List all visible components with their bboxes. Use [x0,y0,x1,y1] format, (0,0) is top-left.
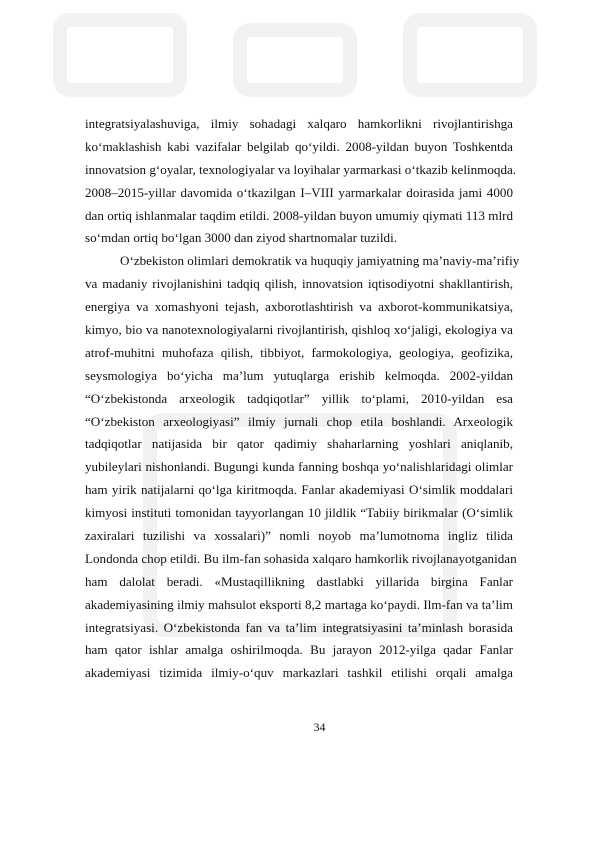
text-line: ham dalolat beradi. «Mustaqillikning dastlabki yillarida birgina Fanlar [85,573,513,589]
text-line: energiya va xomashyoni tejash, axborotlashtirish va axborot-kommunikatsiya, [85,299,513,315]
text-line: “O‘zbekiston arxeologiyasi” ilmiy jurnali chop etila boshlandi. Arxeologik [85,413,513,429]
text-line: ham yirik natijalarni qo‘lga kiritmoqda. Fanlar akademiyasi O‘simlik moddalari [85,482,513,498]
text-line: akademiyasining ilmiy mahsulot eksporti 8,2 martaga ko‘paydi. Ilm-fan va ta’lim [85,596,513,612]
text-line: dan ortiq ishlanmalar taqdim etildi. 2008-yildan buyon umumiy qiymati 113 mlrd [85,207,513,223]
text-line: O‘zbekiston olimlari demokratik va huquqiy jamiyatning ma’naviy-ma’rifiy [120,253,520,269]
text-line: kimyosi instituti tomonidan tayyorlangan 10 jildlik “Tabiiy birikmalar (O‘simlik [85,505,513,521]
text-line: yubileylari nishonlandi. Bugungi kunda fanning boshqa yo‘nalishlaridagi olimlar [85,459,513,475]
text-line: akademiyasi tizimida ilmiy-o‘quv markazlari tashkil etilishi orqali amalga [85,665,513,681]
body-text [85,113,520,685]
text-line: va madaniy rivojlanishini tadqiq qilish, innovatsion iqtisodiyotni shakllantirish, [85,276,513,292]
page-number: 34 [313,720,326,734]
text-line: 2008–2015-yillar davomida o‘tkazilgan I–VIII yarmarkalar doirasida jami 4000 [85,184,513,200]
text-line: Londonda chop etildi. Bu ilm-fan sohasida xalqaro hamkorlik rivojlanayotganidan [85,550,517,566]
text-line: integratsiyasi. O‘zbekistonda fan va ta’lim integratsiyasini ta’minlash borasida [85,619,513,635]
text-line: tadqiqotlar natijasida bir qator qadimiy shaharlarning yoshlari aniqlanib, [85,436,513,452]
text-line: so‘mdan ortiq bo‘lgan 3000 dan ziyod shartnomalar tuzildi. [85,230,397,246]
text-line: integratsiyalashuviga, ilmiy sohadagi xalqaro hamkorlikni rivojlantirishga [85,116,513,131]
text-line: “O‘zbekistonda arxeologik tadqiqotlar” yillik to‘plami, 2010-yildan esa [85,390,513,406]
text-line: seysmologiya bo‘yicha ma’lum yutuqlarga erishib kelmoqda. 2002-yildan [85,367,513,383]
text-line: atrof-muhitni muhofaza qilish, tibbiyot, farmokologiya, geologiya, geofizika, [85,344,513,360]
text-line: ham qator ishlar amalga oshirilmoqda. Bu jarayon 2012-yilga qadar Fanlar [85,642,513,658]
text-line: kimyo, bio va nanotexnologiyalarni rivojlantirish, qishloq xo‘jaligi, ekologiya va [85,322,513,338]
text-line: ko‘maklashish kabi vazifalar belgilab qo‘yildi. 2008-yildan buyon Toshkentda [85,138,513,154]
text-line: zaxiralari tuzilishi va xossalari)” nomli noyob ma’lumotnoma ingliz tilida [85,528,513,544]
text-line: innovatsion g‘oyalar, texnologiyalar va loyihalar yarmarkasi o‘tkazib kelinmoqda. [85,161,517,177]
